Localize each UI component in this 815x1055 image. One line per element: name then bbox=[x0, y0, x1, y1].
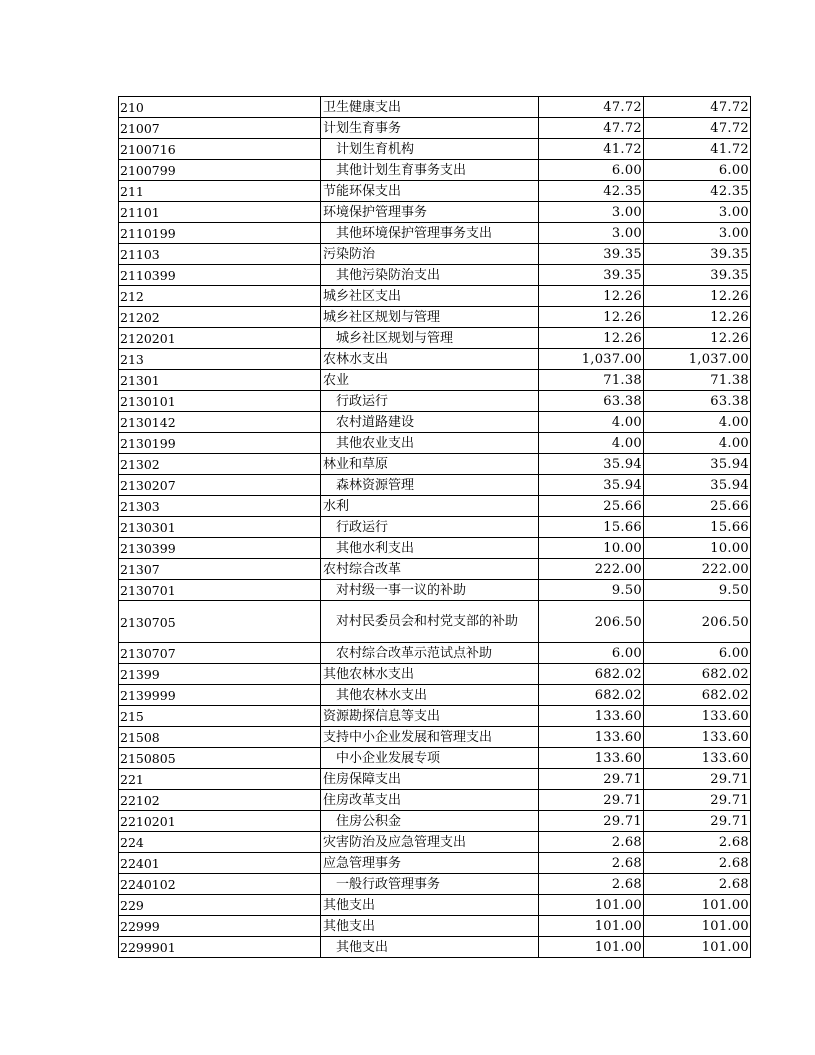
subject-name-cell: 其他农林水支出 bbox=[321, 685, 539, 706]
subject-code-cell: 21301 bbox=[119, 370, 321, 391]
subject-name-cell: 对村级一事一议的补助 bbox=[321, 580, 539, 601]
subject-code-cell: 221 bbox=[119, 769, 321, 790]
amount-basic-cell: 47.72 bbox=[644, 97, 751, 118]
table-row bbox=[119, 643, 751, 664]
amount-basic-cell: 9.50 bbox=[644, 580, 751, 601]
subject-code-cell: 21508 bbox=[119, 727, 321, 748]
subject-code-cell: 2130142 bbox=[119, 412, 321, 433]
table-row bbox=[119, 412, 751, 433]
subject-name-cell: 住房保障支出 bbox=[321, 769, 539, 790]
table-row bbox=[119, 181, 751, 202]
subject-name-cell: 其他环境保护管理事务支出 bbox=[321, 223, 539, 244]
amount-basic-cell: 29.71 bbox=[644, 769, 751, 790]
subject-name-cell: 行政运行 bbox=[321, 391, 539, 412]
table-row bbox=[119, 265, 751, 286]
subject-code-cell: 2110199 bbox=[119, 223, 321, 244]
table-row bbox=[119, 832, 751, 853]
amount-total-cell: 42.35 bbox=[539, 181, 644, 202]
subject-code-cell: 212 bbox=[119, 286, 321, 307]
amount-basic-cell: 29.71 bbox=[644, 790, 751, 811]
table-row bbox=[119, 748, 751, 769]
amount-basic-cell: 133.60 bbox=[644, 727, 751, 748]
amount-basic-cell: 35.94 bbox=[644, 475, 751, 496]
subject-name-cell: 林业和草原 bbox=[321, 454, 539, 475]
table-row bbox=[119, 706, 751, 727]
subject-code-cell: 2130707 bbox=[119, 643, 321, 664]
amount-basic-cell: 222.00 bbox=[644, 559, 751, 580]
amount-total-cell: 12.26 bbox=[539, 328, 644, 349]
subject-code-cell: 22102 bbox=[119, 790, 321, 811]
subject-name-cell: 灾害防治及应急管理支出 bbox=[321, 832, 539, 853]
subject-name-cell: 农村道路建设 bbox=[321, 412, 539, 433]
amount-total-cell: 35.94 bbox=[539, 454, 644, 475]
amount-basic-cell: 35.94 bbox=[644, 454, 751, 475]
table-row bbox=[119, 139, 751, 160]
amount-total-cell: 4.00 bbox=[539, 433, 644, 454]
subject-code-cell: 2130399 bbox=[119, 538, 321, 559]
subject-code-cell: 2240102 bbox=[119, 874, 321, 895]
amount-basic-cell: 101.00 bbox=[644, 916, 751, 937]
subject-code-cell: 21307 bbox=[119, 559, 321, 580]
amount-basic-cell: 41.72 bbox=[644, 139, 751, 160]
subject-name-cell: 资源勘探信息等支出 bbox=[321, 706, 539, 727]
amount-total-cell: 6.00 bbox=[539, 160, 644, 181]
amount-basic-cell: 101.00 bbox=[644, 937, 751, 958]
amount-total-cell: 39.35 bbox=[539, 265, 644, 286]
amount-total-cell: 101.00 bbox=[539, 937, 644, 958]
subject-code-cell: 224 bbox=[119, 832, 321, 853]
amount-total-cell: 39.35 bbox=[539, 244, 644, 265]
amount-basic-cell: 12.26 bbox=[644, 307, 751, 328]
amount-total-cell: 71.38 bbox=[539, 370, 644, 391]
subject-code-cell: 210 bbox=[119, 97, 321, 118]
table-row bbox=[119, 97, 751, 118]
amount-total-cell: 41.72 bbox=[539, 139, 644, 160]
subject-code-cell: 2299901 bbox=[119, 937, 321, 958]
subject-code-cell: 22999 bbox=[119, 916, 321, 937]
amount-total-cell: 2.68 bbox=[539, 832, 644, 853]
amount-basic-cell: 47.72 bbox=[644, 118, 751, 139]
amount-total-cell: 101.00 bbox=[539, 916, 644, 937]
amount-basic-cell: 101.00 bbox=[644, 895, 751, 916]
amount-basic-cell: 3.00 bbox=[644, 223, 751, 244]
amount-basic-cell: 206.50 bbox=[644, 601, 751, 643]
table-row bbox=[119, 685, 751, 706]
amount-total-cell: 29.71 bbox=[539, 790, 644, 811]
subject-code-cell: 21399 bbox=[119, 664, 321, 685]
subject-name-cell: 节能环保支出 bbox=[321, 181, 539, 202]
subject-code-cell: 213 bbox=[119, 349, 321, 370]
amount-basic-cell: 6.00 bbox=[644, 160, 751, 181]
table-row bbox=[119, 790, 751, 811]
subject-name-cell: 计划生育机构 bbox=[321, 139, 539, 160]
amount-total-cell: 29.71 bbox=[539, 811, 644, 832]
table-row bbox=[119, 664, 751, 685]
amount-basic-cell: 4.00 bbox=[644, 412, 751, 433]
amount-basic-cell: 39.35 bbox=[644, 244, 751, 265]
table-row bbox=[119, 307, 751, 328]
amount-total-cell: 2.68 bbox=[539, 853, 644, 874]
amount-total-cell: 222.00 bbox=[539, 559, 644, 580]
amount-basic-cell: 3.00 bbox=[644, 202, 751, 223]
subject-name-cell: 其他污染防治支出 bbox=[321, 265, 539, 286]
amount-total-cell: 10.00 bbox=[539, 538, 644, 559]
subject-name-cell: 其他支出 bbox=[321, 895, 539, 916]
table-row bbox=[119, 496, 751, 517]
amount-basic-cell: 25.66 bbox=[644, 496, 751, 517]
amount-total-cell: 133.60 bbox=[539, 727, 644, 748]
subject-name-cell: 农村综合改革示范试点补助 bbox=[321, 643, 539, 664]
subject-code-cell: 2130701 bbox=[119, 580, 321, 601]
subject-name-cell: 其他支出 bbox=[321, 937, 539, 958]
subject-code-cell: 2130101 bbox=[119, 391, 321, 412]
amount-basic-cell: 15.66 bbox=[644, 517, 751, 538]
amount-total-cell: 3.00 bbox=[539, 202, 644, 223]
amount-basic-cell: 2.68 bbox=[644, 874, 751, 895]
table-row bbox=[119, 118, 751, 139]
subject-code-cell: 2210201 bbox=[119, 811, 321, 832]
subject-name-cell: 行政运行 bbox=[321, 517, 539, 538]
subject-name-cell: 其他支出 bbox=[321, 916, 539, 937]
amount-total-cell: 9.50 bbox=[539, 580, 644, 601]
subject-name-cell: 城乡社区支出 bbox=[321, 286, 539, 307]
subject-name-cell: 其他计划生育事务支出 bbox=[321, 160, 539, 181]
table-row bbox=[119, 454, 751, 475]
expenditure-table bbox=[118, 96, 751, 958]
table-row bbox=[119, 811, 751, 832]
amount-total-cell: 35.94 bbox=[539, 475, 644, 496]
table-row bbox=[119, 160, 751, 181]
table-row bbox=[119, 475, 751, 496]
amount-total-cell: 682.02 bbox=[539, 664, 644, 685]
table-row bbox=[119, 370, 751, 391]
subject-name-cell: 城乡社区规划与管理 bbox=[321, 328, 539, 349]
subject-code-cell: 2130199 bbox=[119, 433, 321, 454]
subject-code-cell: 21202 bbox=[119, 307, 321, 328]
subject-name-cell: 水利 bbox=[321, 496, 539, 517]
amount-total-cell: 101.00 bbox=[539, 895, 644, 916]
amount-total-cell: 1,037.00 bbox=[539, 349, 644, 370]
amount-basic-cell: 12.26 bbox=[644, 286, 751, 307]
amount-basic-cell: 4.00 bbox=[644, 433, 751, 454]
amount-total-cell: 206.50 bbox=[539, 601, 644, 643]
table-row bbox=[119, 433, 751, 454]
amount-basic-cell: 42.35 bbox=[644, 181, 751, 202]
subject-name-cell: 卫生健康支出 bbox=[321, 97, 539, 118]
amount-basic-cell: 2.68 bbox=[644, 832, 751, 853]
amount-basic-cell: 2.68 bbox=[644, 853, 751, 874]
table-row bbox=[119, 937, 751, 958]
subject-code-cell: 2120201 bbox=[119, 328, 321, 349]
table-row bbox=[119, 769, 751, 790]
subject-code-cell: 2130705 bbox=[119, 601, 321, 643]
amount-total-cell: 2.68 bbox=[539, 874, 644, 895]
subject-name-cell: 农业 bbox=[321, 370, 539, 391]
amount-total-cell: 25.66 bbox=[539, 496, 644, 517]
subject-code-cell: 21103 bbox=[119, 244, 321, 265]
subject-name-cell: 其他农业支出 bbox=[321, 433, 539, 454]
amount-basic-cell: 133.60 bbox=[644, 706, 751, 727]
subject-code-cell: 211 bbox=[119, 181, 321, 202]
subject-name-cell: 住房公积金 bbox=[321, 811, 539, 832]
amount-total-cell: 682.02 bbox=[539, 685, 644, 706]
subject-name-cell: 环境保护管理事务 bbox=[321, 202, 539, 223]
subject-name-cell: 农村综合改革 bbox=[321, 559, 539, 580]
subject-name-cell: 住房改革支出 bbox=[321, 790, 539, 811]
amount-basic-cell: 133.60 bbox=[644, 748, 751, 769]
table-row bbox=[119, 244, 751, 265]
table-row bbox=[119, 286, 751, 307]
subject-name-cell: 农林水支出 bbox=[321, 349, 539, 370]
subject-code-cell: 215 bbox=[119, 706, 321, 727]
subject-name-cell: 其他水利支出 bbox=[321, 538, 539, 559]
amount-basic-cell: 682.02 bbox=[644, 685, 751, 706]
amount-basic-cell: 6.00 bbox=[644, 643, 751, 664]
table-row bbox=[119, 727, 751, 748]
subject-code-cell: 2100716 bbox=[119, 139, 321, 160]
subject-name-cell: 计划生育事务 bbox=[321, 118, 539, 139]
subject-name-cell: 其他农林水支出 bbox=[321, 664, 539, 685]
amount-total-cell: 15.66 bbox=[539, 517, 644, 538]
expenditure-table-page bbox=[118, 96, 750, 958]
subject-code-cell: 2130207 bbox=[119, 475, 321, 496]
table-row bbox=[119, 580, 751, 601]
table-row bbox=[119, 202, 751, 223]
subject-name-cell: 对村民委员会和村党支部的补助 bbox=[321, 601, 539, 643]
table-row bbox=[119, 538, 751, 559]
subject-name-cell: 城乡社区规划与管理 bbox=[321, 307, 539, 328]
table-row bbox=[119, 895, 751, 916]
amount-basic-cell: 39.35 bbox=[644, 265, 751, 286]
table-row bbox=[119, 559, 751, 580]
table-row bbox=[119, 853, 751, 874]
subject-code-cell: 2100799 bbox=[119, 160, 321, 181]
subject-name-cell: 森林资源管理 bbox=[321, 475, 539, 496]
amount-total-cell: 12.26 bbox=[539, 307, 644, 328]
amount-total-cell: 12.26 bbox=[539, 286, 644, 307]
expenditure-table-body bbox=[119, 97, 751, 958]
table-row bbox=[119, 328, 751, 349]
subject-name-cell: 污染防治 bbox=[321, 244, 539, 265]
amount-total-cell: 4.00 bbox=[539, 412, 644, 433]
subject-code-cell: 21303 bbox=[119, 496, 321, 517]
amount-total-cell: 3.00 bbox=[539, 223, 644, 244]
amount-total-cell: 133.60 bbox=[539, 706, 644, 727]
subject-code-cell: 2110399 bbox=[119, 265, 321, 286]
amount-total-cell: 47.72 bbox=[539, 97, 644, 118]
table-row bbox=[119, 601, 751, 643]
subject-name-cell: 一般行政管理事务 bbox=[321, 874, 539, 895]
amount-basic-cell: 12.26 bbox=[644, 328, 751, 349]
subject-code-cell: 21101 bbox=[119, 202, 321, 223]
subject-name-cell: 支持中小企业发展和管理支出 bbox=[321, 727, 539, 748]
subject-code-cell: 229 bbox=[119, 895, 321, 916]
amount-total-cell: 6.00 bbox=[539, 643, 644, 664]
amount-total-cell: 47.72 bbox=[539, 118, 644, 139]
subject-name-cell: 中小企业发展专项 bbox=[321, 748, 539, 769]
amount-basic-cell: 29.71 bbox=[644, 811, 751, 832]
amount-basic-cell: 10.00 bbox=[644, 538, 751, 559]
subject-code-cell: 2150805 bbox=[119, 748, 321, 769]
amount-basic-cell: 71.38 bbox=[644, 370, 751, 391]
amount-total-cell: 29.71 bbox=[539, 769, 644, 790]
table-row bbox=[119, 223, 751, 244]
amount-total-cell: 133.60 bbox=[539, 748, 644, 769]
subject-code-cell: 22401 bbox=[119, 853, 321, 874]
amount-basic-cell: 63.38 bbox=[644, 391, 751, 412]
subject-code-cell: 2130301 bbox=[119, 517, 321, 538]
subject-code-cell: 21007 bbox=[119, 118, 321, 139]
table-row bbox=[119, 349, 751, 370]
subject-code-cell: 2139999 bbox=[119, 685, 321, 706]
subject-name-cell: 应急管理事务 bbox=[321, 853, 539, 874]
amount-total-cell: 63.38 bbox=[539, 391, 644, 412]
amount-basic-cell: 1,037.00 bbox=[644, 349, 751, 370]
table-row bbox=[119, 517, 751, 538]
subject-code-cell: 21302 bbox=[119, 454, 321, 475]
table-row bbox=[119, 916, 751, 937]
table-row bbox=[119, 874, 751, 895]
table-row bbox=[119, 391, 751, 412]
amount-basic-cell: 682.02 bbox=[644, 664, 751, 685]
